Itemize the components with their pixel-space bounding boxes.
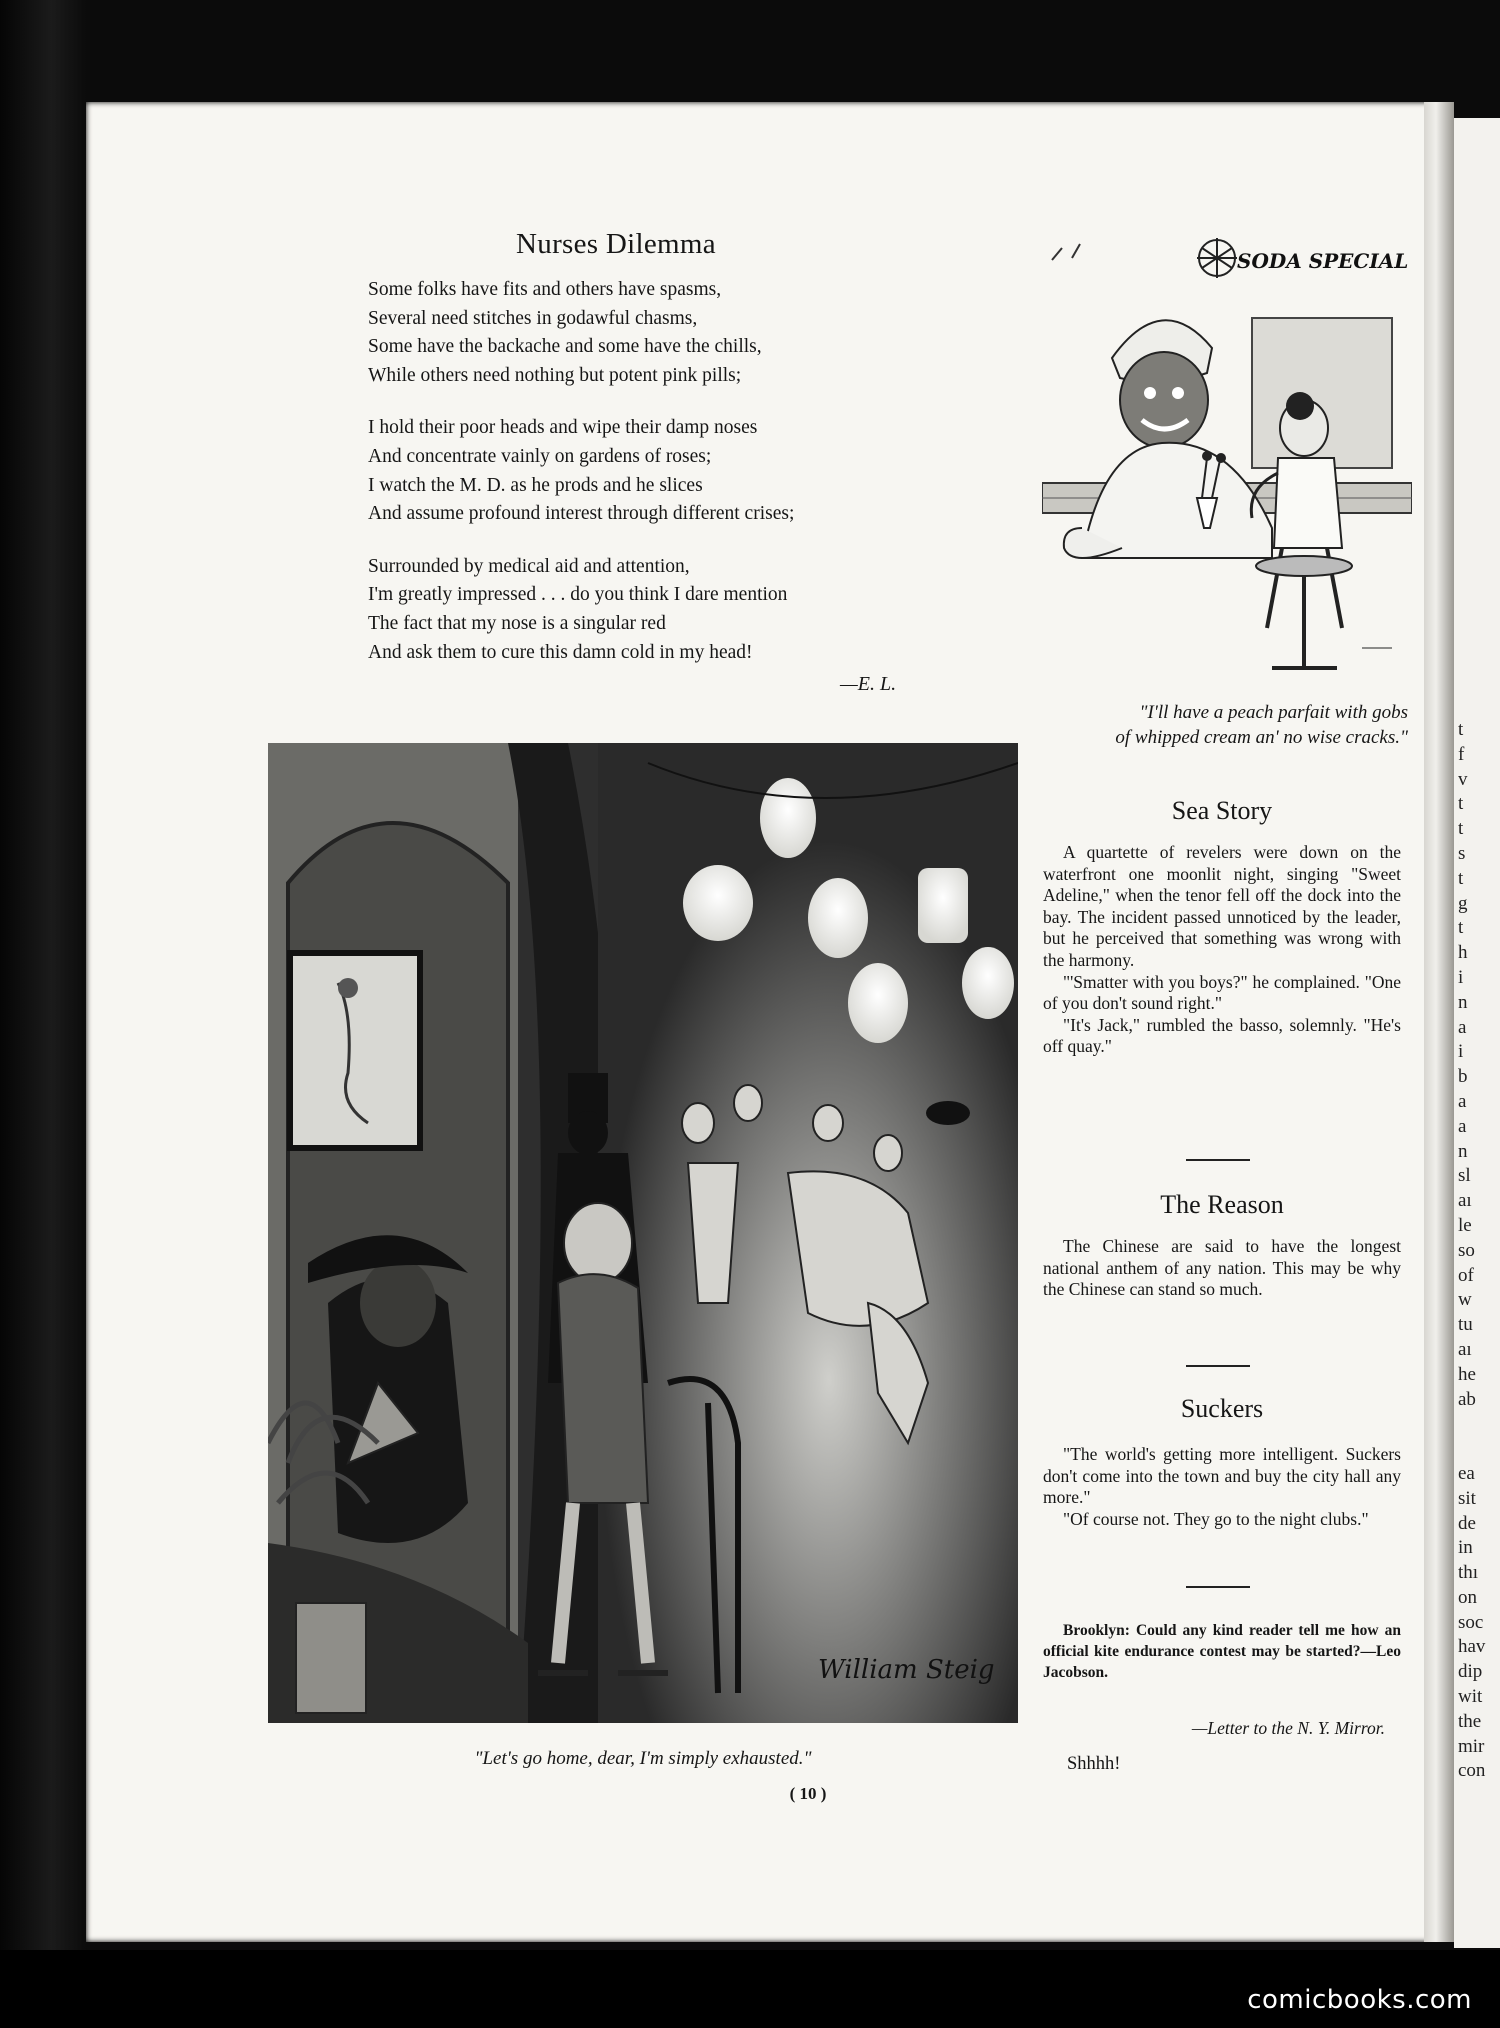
page-spine xyxy=(1424,102,1454,1942)
poem-line: Surrounded by medical aid and attention, xyxy=(368,555,690,577)
facing-page-fragment: t xyxy=(1458,719,1464,740)
facing-page-edge xyxy=(1454,118,1500,1948)
poem-line: I hold their poor heads and wipe their damp noses xyxy=(368,417,758,439)
poem-line: And assume profound interest through different crises; xyxy=(368,503,795,525)
sea-story-paragraph: A quartette of revelers were down on the waterfront one moonlit night, singing "Sweet Adeline," when the tenor fell off the dock into the bay. The incident passed unnoticed by the leader, but he perceived that something was wrong with the harmony. xyxy=(1043,842,1401,970)
soda-caption-line: "I'll have a peach parfait with gobs xyxy=(1139,702,1408,723)
sea-story-heading: Sea Story xyxy=(1171,796,1273,825)
suckers-paragraph: "Of course not. They go to the night clubs." xyxy=(1063,1508,1369,1529)
soda-cartoon-caption xyxy=(1042,700,1408,750)
facing-page-fragment: de xyxy=(1458,1512,1476,1534)
facing-page-fragment: the xyxy=(1458,1710,1482,1732)
poem-line: Several need stitches in godawful chasms, xyxy=(368,307,698,329)
facing-page-fragment: w xyxy=(1458,1289,1472,1311)
facing-page-fragment: dip xyxy=(1458,1661,1483,1683)
facing-page-fragment: ea xyxy=(1458,1462,1475,1484)
facing-page-fragment: sit xyxy=(1458,1487,1476,1509)
facing-page-fragment: t xyxy=(1458,793,1464,815)
poem-line: While others need nothing but potent pink pills; xyxy=(368,364,742,386)
facing-page-fragment: in xyxy=(1458,1537,1473,1559)
facing-page-fragment: soc xyxy=(1458,1611,1484,1633)
soda-fountain-cartoon xyxy=(1042,228,1412,690)
facing-page-fragment: hav xyxy=(1458,1636,1486,1658)
facing-page-fragment: a xyxy=(1458,1090,1467,1112)
facing-page-fragment: f xyxy=(1458,743,1465,765)
brooklyn-letter xyxy=(1043,1620,1401,1683)
facing-page-fragment: i xyxy=(1458,1041,1464,1063)
poem-stanza xyxy=(368,414,924,528)
facing-page-fragment: t xyxy=(1458,917,1464,939)
facing-page-fragment: tu xyxy=(1458,1314,1473,1336)
poem-line: The fact that my nose is a singular red xyxy=(368,612,666,634)
section-divider xyxy=(1186,1365,1250,1367)
watermark: comicbooks.com xyxy=(1247,1985,1472,2015)
illustration-caption: "Let's go home, dear, I'm simply exhausted." xyxy=(474,1748,812,1769)
poem-body xyxy=(368,276,924,691)
facing-page-fragment: a xyxy=(1458,1115,1467,1137)
facing-page-fragment: i xyxy=(1458,966,1464,988)
the-reason-body xyxy=(1043,1236,1401,1301)
sea-story-paragraph: "It's Jack," rumbled the basso, solemnly. "He's off quay." xyxy=(1043,1014,1401,1057)
poem-title: Nurses Dilemma xyxy=(516,228,716,260)
scan-edge xyxy=(0,0,86,2028)
facing-page-fragment: t xyxy=(1458,867,1464,889)
facing-page-fragment xyxy=(1458,1437,1485,1462)
facing-page-fragment: s xyxy=(1458,842,1466,864)
facing-page-fragment: thı xyxy=(1458,1562,1479,1584)
section-divider xyxy=(1186,1586,1250,1588)
poem-line: I watch the M. D. as he prods and he slices xyxy=(368,474,703,496)
poem-line: I'm greatly impressed . . . do you think I dare mention xyxy=(368,584,788,606)
soda-caption-line: of whipped cream an' no wise cracks." xyxy=(1115,727,1408,748)
brooklyn-attribution: —Letter to the N. Y. Mirror. xyxy=(1191,1718,1385,1738)
facing-page-fragment: wit xyxy=(1458,1686,1483,1708)
poem-line: And concentrate vainly on gardens of roses; xyxy=(368,445,712,467)
suckers-heading: Suckers xyxy=(1180,1394,1264,1423)
facing-page-fragment: n xyxy=(1458,1140,1468,1162)
facing-page-fragment: t xyxy=(1458,818,1464,840)
soda-sign-text: SODA SPECIAL xyxy=(1237,249,1409,273)
facing-page-fragment: h xyxy=(1458,942,1468,964)
nightclub-illustration xyxy=(268,743,1018,1723)
poem-line: Some have the backache and some have the chills, xyxy=(368,336,762,358)
sea-story-body xyxy=(1043,842,1401,1058)
facing-page-fragment: v xyxy=(1458,768,1468,790)
the-reason-paragraph: The Chinese are said to have the longest national anthem of any nation. This may be why the Chinese can stand so much. xyxy=(1043,1236,1401,1300)
illustration-signature: William Steig xyxy=(818,1655,995,1685)
facing-page-fragment: ab xyxy=(1458,1388,1476,1410)
facing-page-fragment: a xyxy=(1458,1016,1467,1038)
facing-page-fragment: aı xyxy=(1458,1190,1472,1212)
facing-page-fragment: le xyxy=(1458,1214,1472,1236)
facing-page-fragment: on xyxy=(1458,1586,1477,1608)
facing-page-fragment: b xyxy=(1458,1066,1468,1088)
facing-page-fragment: g xyxy=(1458,892,1468,914)
sea-story-paragraph: "'Smatter with you boys?" he complained. "One of you don't sound right." xyxy=(1043,971,1401,1014)
poem-line: And ask them to cure this damn cold in my head! xyxy=(368,641,753,663)
facing-page-fragment: n xyxy=(1458,991,1468,1013)
poem-stanza xyxy=(368,276,924,390)
poem-line: Some folks have fits and others have spasms, xyxy=(368,279,722,300)
brooklyn-punchline: Shhhh! xyxy=(1067,1754,1121,1774)
facing-page-fragment: so xyxy=(1458,1239,1475,1261)
suckers-paragraph: "The world's getting more intelligent. Suckers don't come into the town and buy the city hall any more." xyxy=(1043,1444,1401,1508)
facing-page-fragment: con xyxy=(1458,1760,1486,1782)
facing-page-fragment: mir xyxy=(1458,1735,1485,1757)
facing-page-fragment xyxy=(1458,1412,1485,1437)
facing-page-fragment: of xyxy=(1458,1264,1474,1286)
page-number: ( 10 ) xyxy=(789,1784,827,1803)
poem-signature: —E. L. xyxy=(840,673,897,695)
suckers-body xyxy=(1043,1444,1401,1530)
facing-page-fragment: he xyxy=(1458,1363,1476,1385)
facing-page-fragment: aı xyxy=(1458,1338,1472,1360)
section-divider xyxy=(1186,1159,1250,1161)
facing-page-fragment: sl xyxy=(1458,1165,1471,1187)
poem-stanza xyxy=(368,553,924,667)
the-reason-heading: The Reason xyxy=(1160,1190,1284,1219)
facing-page-text-fragments xyxy=(1458,718,1485,1784)
brooklyn-letter-text: Brooklyn: Could any kind reader tell me how an official kite endurance contest may be started?—Leo Jacobson. xyxy=(1043,1622,1401,1681)
